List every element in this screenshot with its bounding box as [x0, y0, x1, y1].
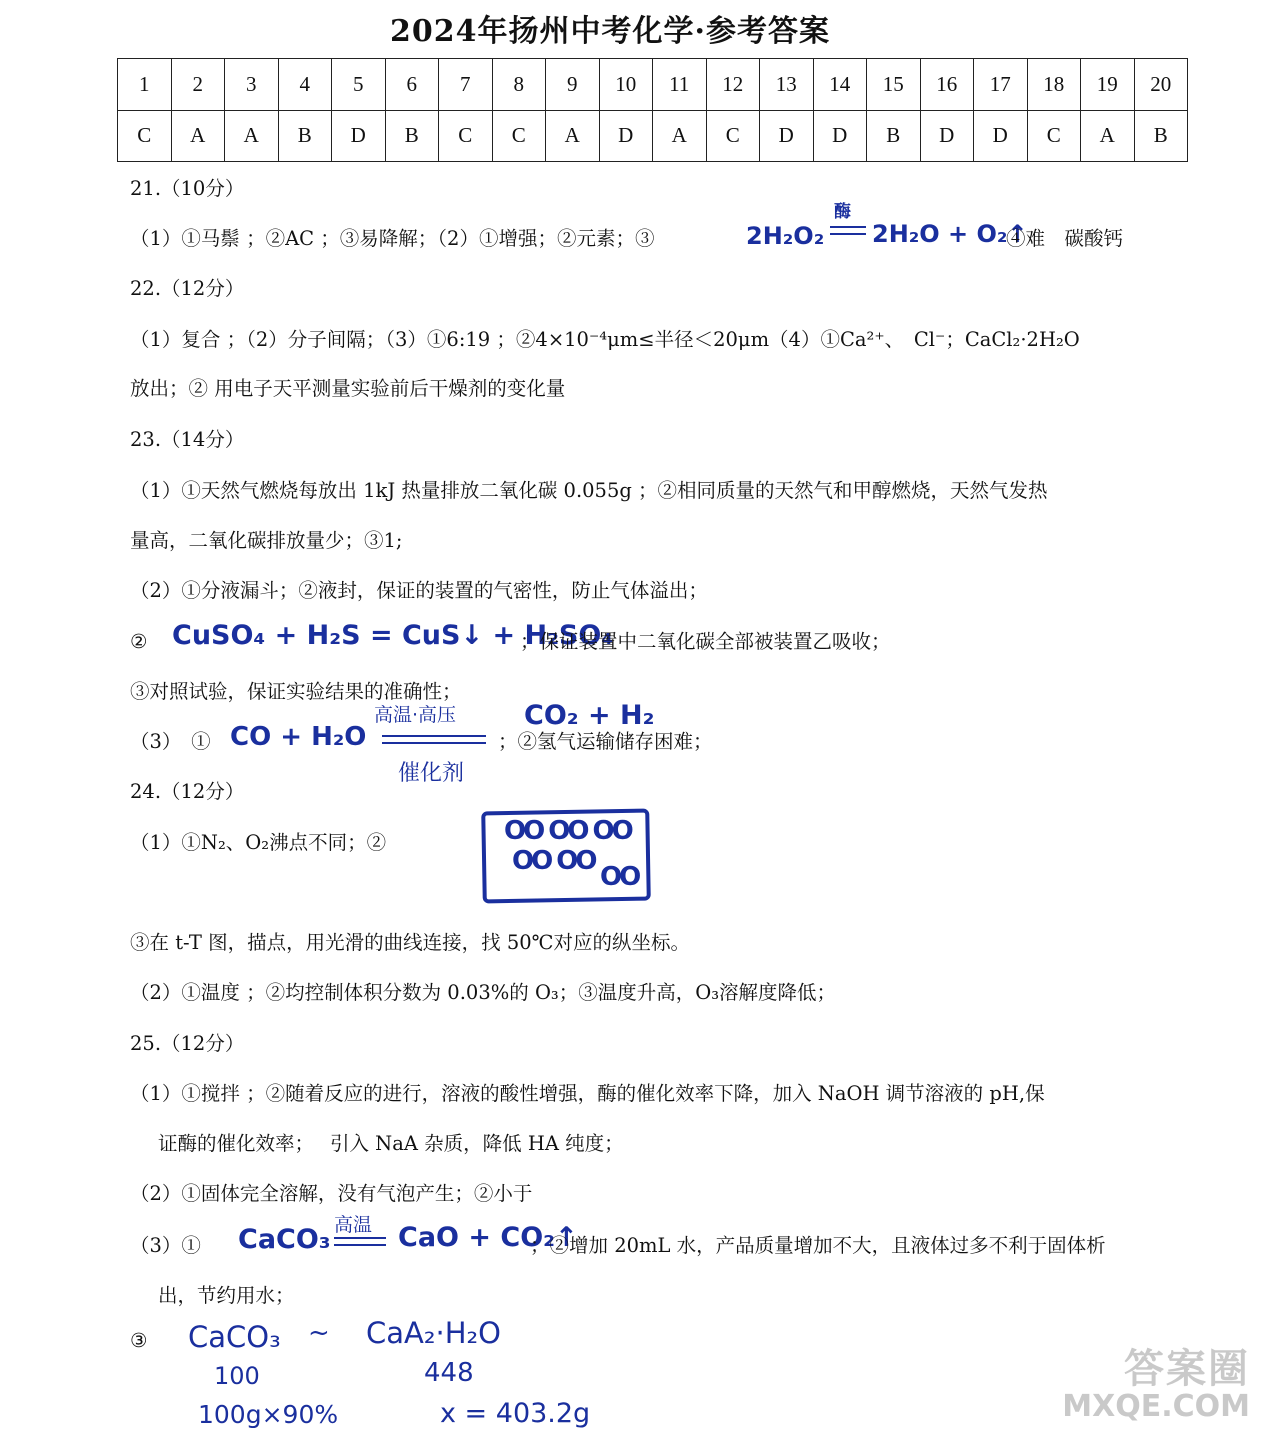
calc-left-value: 100g×90% [198, 1400, 339, 1429]
calc-right-formula: CaA₂·H₂O [366, 1316, 501, 1350]
q23-line4-prefix: ② [130, 630, 148, 653]
answer-cell: D [920, 110, 974, 162]
q21-line1: （1）①马鬃 ；②AC ；③易降解；（2）①增强；②元素；③ [130, 227, 655, 250]
question-number-cell: 2 [171, 59, 225, 111]
molecule-row-2: OO OO [512, 846, 595, 876]
molecule-row-3: OO [600, 862, 639, 892]
q23-equation3-bar-top [382, 735, 486, 737]
q25-line5: 出，节约用水； [158, 1284, 295, 1307]
question-number-cell: 16 [920, 59, 974, 111]
q25-line4-tail: ；②增加 20mL 水，产品质量增加不大，且液体过多不利于固体析 [530, 1234, 1106, 1257]
question-number-cell: 18 [1027, 59, 1081, 111]
answer-cell: B [867, 110, 921, 162]
question-number-cell: 20 [1134, 59, 1188, 111]
page-title: 2024年扬州中考化学·参考答案 [390, 14, 830, 49]
q24-header: 24.（12分） [130, 780, 245, 803]
q23-line1: （1）①天然气燃烧每放出 1kJ 热量排放二氧化碳 0.055g ；②相同质量的天然气和甲醇燃烧，天然气发热 [130, 479, 1048, 502]
answer-cell: D [332, 110, 386, 162]
q25-line2: 证酶的催化效率； 引入 NaA 杂质，降低 HA 纯度； [158, 1132, 624, 1155]
q21-header: 21.（10分） [130, 177, 245, 200]
q22-header: 22.（12分） [130, 277, 245, 300]
q23-line4-tail: ；保证装置中二氧化碳全部被装置乙吸收； [520, 630, 891, 653]
answer-cell: A [653, 110, 707, 162]
q25-line6-prefix: ③ [130, 1329, 148, 1352]
answer-cell: A [546, 110, 600, 162]
answer-cell: C [492, 110, 546, 162]
answer-cell: D [974, 110, 1028, 162]
q23-equation3-condition-top: 高温·高压 [374, 704, 457, 726]
q21-equation-left: 2H₂O₂ [746, 222, 825, 250]
question-number-cell: 10 [599, 59, 653, 111]
q22-line1: （1）复合 ；（2）分子间隔；（3）①6:19 ；②4×10⁻⁴μm≤半径＜20μm（4）①Ca²⁺、 Cl⁻；CaCl₂·2H₂O [130, 328, 1080, 351]
q22-line2: 放出；② 用电子天平测量实验前后干燥剂的变化量 [130, 377, 566, 400]
answer-cell: B [385, 110, 439, 162]
answer-cell: B [1134, 110, 1188, 162]
q21-line1-tail: ④难 碳酸钙 [1006, 227, 1124, 250]
q23-line5: ③对照试验，保证实验结果的准确性； [130, 680, 462, 703]
q25-equation4-condition: 高温 [334, 1214, 373, 1236]
watermark-logo-text: 答案圈 [1124, 1346, 1250, 1392]
question-number-cell: 7 [439, 59, 493, 111]
q24-line2: ③在 t-T 图，描点，用光滑的曲线连接，找 50℃对应的纵坐标。 [130, 931, 690, 954]
calc-right-mass: 448 [424, 1358, 474, 1388]
question-number-cell: 9 [546, 59, 600, 111]
q21-equation-right: 2H₂O + O₂↑ [872, 220, 1028, 248]
q23-equation3-right: CO₂ + H₂ [524, 700, 655, 731]
calc-left-mass: 100 [214, 1362, 260, 1390]
answer-cell: C [439, 110, 493, 162]
answer-cell: C [1027, 110, 1081, 162]
calc-right-value: x = 403.2g [440, 1398, 591, 1429]
q23-equation3-bar-bottom [382, 742, 486, 744]
q23-line6-prefix: （3） ① [130, 730, 211, 753]
calc-relation: ~ [308, 1318, 330, 1348]
answer-cell: A [1081, 110, 1135, 162]
q25-line1: （1）①搅拌 ；②随着反应的进行，溶液的酸性增强，酶的催化效率下降，加入 NaOH 调节溶液的 pH,保 [130, 1082, 1045, 1105]
answer-cell: A [225, 110, 279, 162]
question-number-cell: 19 [1081, 59, 1135, 111]
q23-equation3-left: CO + H₂O [230, 722, 367, 752]
question-number-cell: 3 [225, 59, 279, 111]
question-number-cell: 17 [974, 59, 1028, 111]
q24-line3: （2）①温度 ；②均控制体积分数为 0.03%的 O₃；③温度升高，O₃溶解度降低； [130, 981, 837, 1004]
question-number-cell: 6 [385, 59, 439, 111]
q23-line6-tail: ；②氢气运输储存困难； [498, 730, 713, 753]
q24-line1: （1）①N₂、O₂沸点不同；② [130, 831, 387, 854]
watermark [1062, 1347, 1250, 1423]
answer-table [117, 58, 1188, 162]
question-number-cell: 8 [492, 59, 546, 111]
question-number-cell: 5 [332, 59, 386, 111]
answer-cell: B [278, 110, 332, 162]
q23-header: 23.（14分） [130, 428, 245, 451]
question-number-cell: 15 [867, 59, 921, 111]
molecule-row-1: OO OO OO [504, 816, 631, 846]
q25-header: 25.（12分） [130, 1032, 245, 1055]
q25-equation4-left: CaCO₃ [238, 1224, 331, 1255]
question-number-cell: 14 [813, 59, 867, 111]
answer-cell: C [118, 110, 172, 162]
q25-line4-prefix: （3）① [130, 1234, 201, 1257]
watermark-url: MXQE.COM [1062, 1389, 1250, 1424]
question-number-cell: 1 [118, 59, 172, 111]
q21-equation-condition: 酶 [834, 202, 851, 222]
answer-cell: C [706, 110, 760, 162]
q25-equation4-bar-bottom [334, 1244, 386, 1246]
question-number-row [118, 59, 1188, 111]
q23-equation3-condition-bottom: 催化剂 [398, 761, 465, 786]
question-number-cell: 12 [706, 59, 760, 111]
question-number-cell: 4 [278, 59, 332, 111]
question-number-cell: 13 [760, 59, 814, 111]
answer-cell: D [760, 110, 814, 162]
q25-equation4-bar-top [334, 1237, 386, 1239]
q23-equation2: CuSO₄ + H₂S = CuS↓ + H₂SO₄ [172, 620, 614, 651]
answer-cell: D [599, 110, 653, 162]
answer-cell: D [813, 110, 867, 162]
q21-equation-bar-bottom [830, 233, 866, 235]
q23-line2: 量高，二氧化碳排放量少；③1; [130, 529, 403, 552]
q25-line3: （2）①固体完全溶解，没有气泡产生；②小于 [130, 1182, 533, 1205]
q21-equation-bar-top [830, 226, 866, 228]
q23-line3: （2）①分液漏斗；②液封，保证的装置的气密性，防止气体溢出； [130, 579, 708, 602]
answer-cell: A [171, 110, 225, 162]
question-number-cell: 11 [653, 59, 707, 111]
q25-equation4-right: CaO + CO₂↑ [398, 1222, 578, 1253]
answer-row [118, 110, 1188, 162]
calc-left-formula: CaCO₃ [188, 1320, 281, 1354]
